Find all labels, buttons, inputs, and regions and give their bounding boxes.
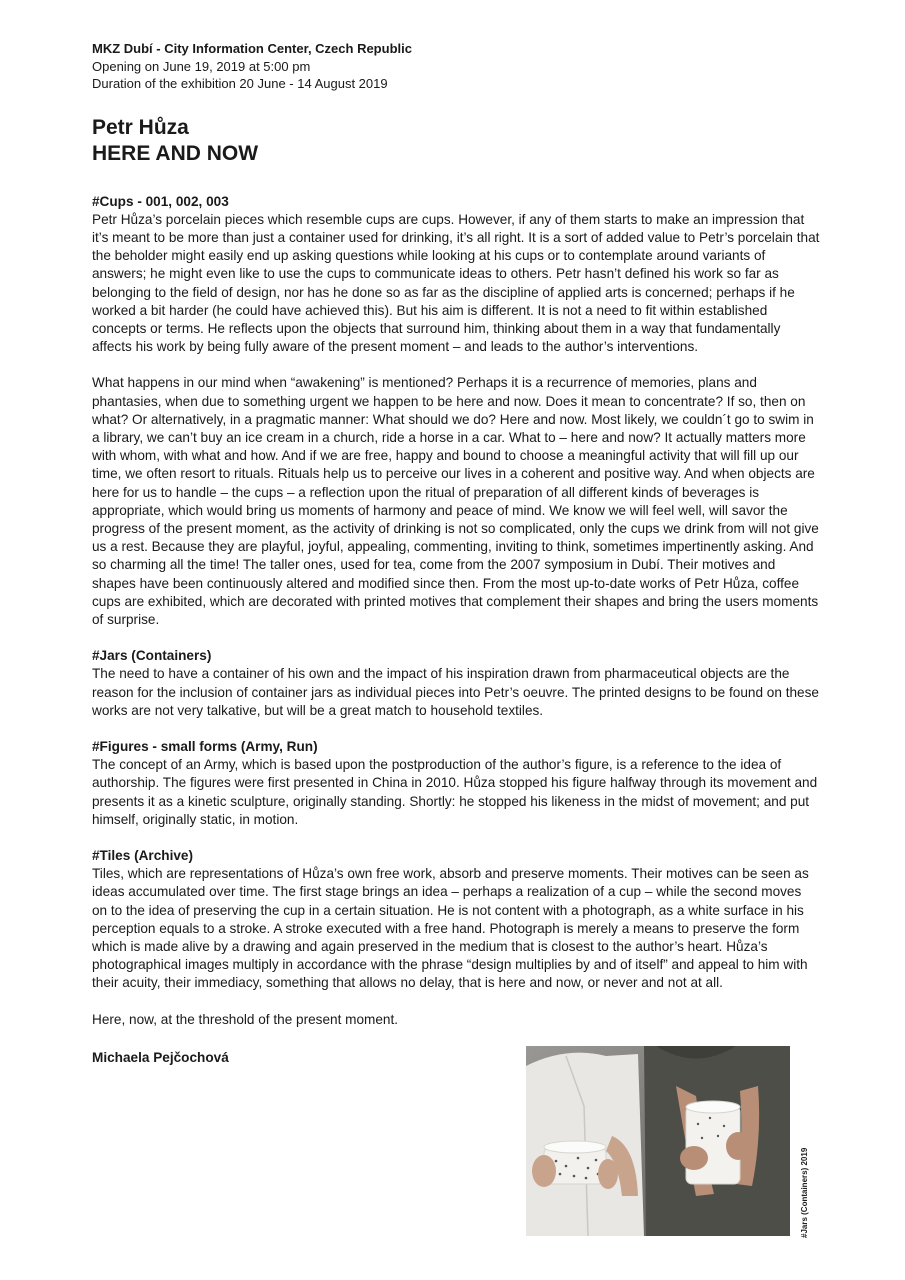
photo-illustration [526,1046,790,1236]
figures-section [92,738,820,829]
jars-photo [526,1046,790,1236]
cups-section [92,193,820,630]
paragraph: Tiles, which are representations of Hůza’s own free work, absorb and preserve moments. Their motives can be seen as ideas accumulated over time. The first stage brings an idea – perhaps a realization of a cup – while the second moves on to the idea of preserving the cup in a certain situation. He is not content with a photograph, as a white surface in his perception equals to a stroke. A stroke executed with a free hand. Photograph is merely a means to preserve the form which is made alive by a drawing and again preserved in the medium that is closest to the author’s heart. Hůza’s photographical images multiply in accordance with the phrase “design multiplies by and of itself” and appeal to him with their acuity, their immediacy, something that allows no delay, that is here and now, or never and not at all. [92,866,809,991]
section-heading: #Jars (Containers) [92,648,212,664]
section-heading: #Cups - 001, 002, 003 [92,193,229,209]
tiles-section [92,847,820,993]
photo-caption: #Jars (Containers) 2019 [800,1147,809,1238]
paragraph: Petr Hůza’s porcelain pieces which resemble cups are cups. However, if any of them starts to make an impression that it’s meant to be more than just a container used for drinking, it’s all right. It is a sort of added value to Petr’s porcelain that the beholder might easily end up asking questions while looking at his cups or to contemplate around variants of answers; he might even like to use the cups to communicate ideas to others. Petr hasn’t defined his work so far as belonging to the field of design, nor has he done so as far as the discipline of applied arts is concerned; perhaps if he worked a bit harder (he could have achieved this). But his aim is different. It is not a need to fit within established concepts or terms. He reflects upon the objects that surround him, thinking about them in a way that fundamentally affects his work by being fully aware of the present moment – and leads to the author’s interventions. [92,211,820,355]
paragraph: The concept of an Army, which is based upon the postproduction of the author’s figure, is a reference to the idea of authorship. The figures were first presented in China in 2010. Hůza stopped his figure halfway through its movement and presents it as a kinetic sculpture, originally standing. Shortly: he stopped his likeness in the midst of movement; and put himself, originally static, in motion. [92,757,818,827]
author-name: Michaela Pejčochová [92,1049,229,1065]
organizer: MKZ Dubí - City Information Center, Czech Republic [92,41,412,56]
opening-date: Opening on June 19, 2019 at 5:00 pm [92,58,311,74]
paragraph: The need to have a container of his own and the impact of his inspiration drawn from pharmaceutical objects are the reason for the inclusion of container jars as individual pieces into Petr’s oeuvre. The printed designs to be found on these works are not very talkative, but will be a great match to household textiles. [92,666,819,718]
exhibition-duration: Duration of the exhibition 20 June - 14 August 2019 [92,76,388,91]
jars-section [92,647,820,720]
document-page [92,40,820,1067]
exhibition-name: HERE AND NOW [92,141,259,165]
artist-name: Petr Hůza [92,115,189,139]
section-heading: #Tiles (Archive) [92,848,193,863]
exhibition-header [92,40,820,93]
page-title [92,115,820,167]
section-heading: #Figures - small forms (Army, Run) [92,738,318,754]
paragraph: What happens in our mind when “awakening” is mentioned? Perhaps it is a recurrence of memories, plans and phantasies, when due to something urgent we happen to be here and now. Does it mean to concentrate? If so, then on what? Or alternatively, in a pragmatic manner: What should we do? Here and now. Most likely, we couldn´t go to swim in a library, we can’t buy an ice cream in a church, ride a horse in a car. What to – here and now? It actually matters more with whom, with what and how. And if we are free, happy and bound to choose a meaningful activity that will fill up our time, we often resort to rituals. Rituals help us to perceive our lives in a coherent and positive way. And when objects are here for us to handle – the cups – a reflection upon the ritual of preparation of all different kinds of beverages is appropriate, which would bring us moments of harmony and peace of mind. We know we will feel well, will savor the progress of the present moment, as the activity of drinking is not so complicated, only the cups we drink from will not give us a rest. Because they are playful, joyful, appealing, commenting, inviting to think, sometimes impertinently asking. And so charming all the time! The taller ones, used for tea, come from the 2007 symposium in Dubí. Their motives and shapes have been continuously altered and modified since then. From the most up-to-date works of Petr Hůza, coffee cups are exhibited, which are decorated with printed motives that complement their shapes and bring the users moments of surprise. [92,375,819,627]
closing-line: Here, now, at the threshold of the present moment. [92,1011,399,1027]
